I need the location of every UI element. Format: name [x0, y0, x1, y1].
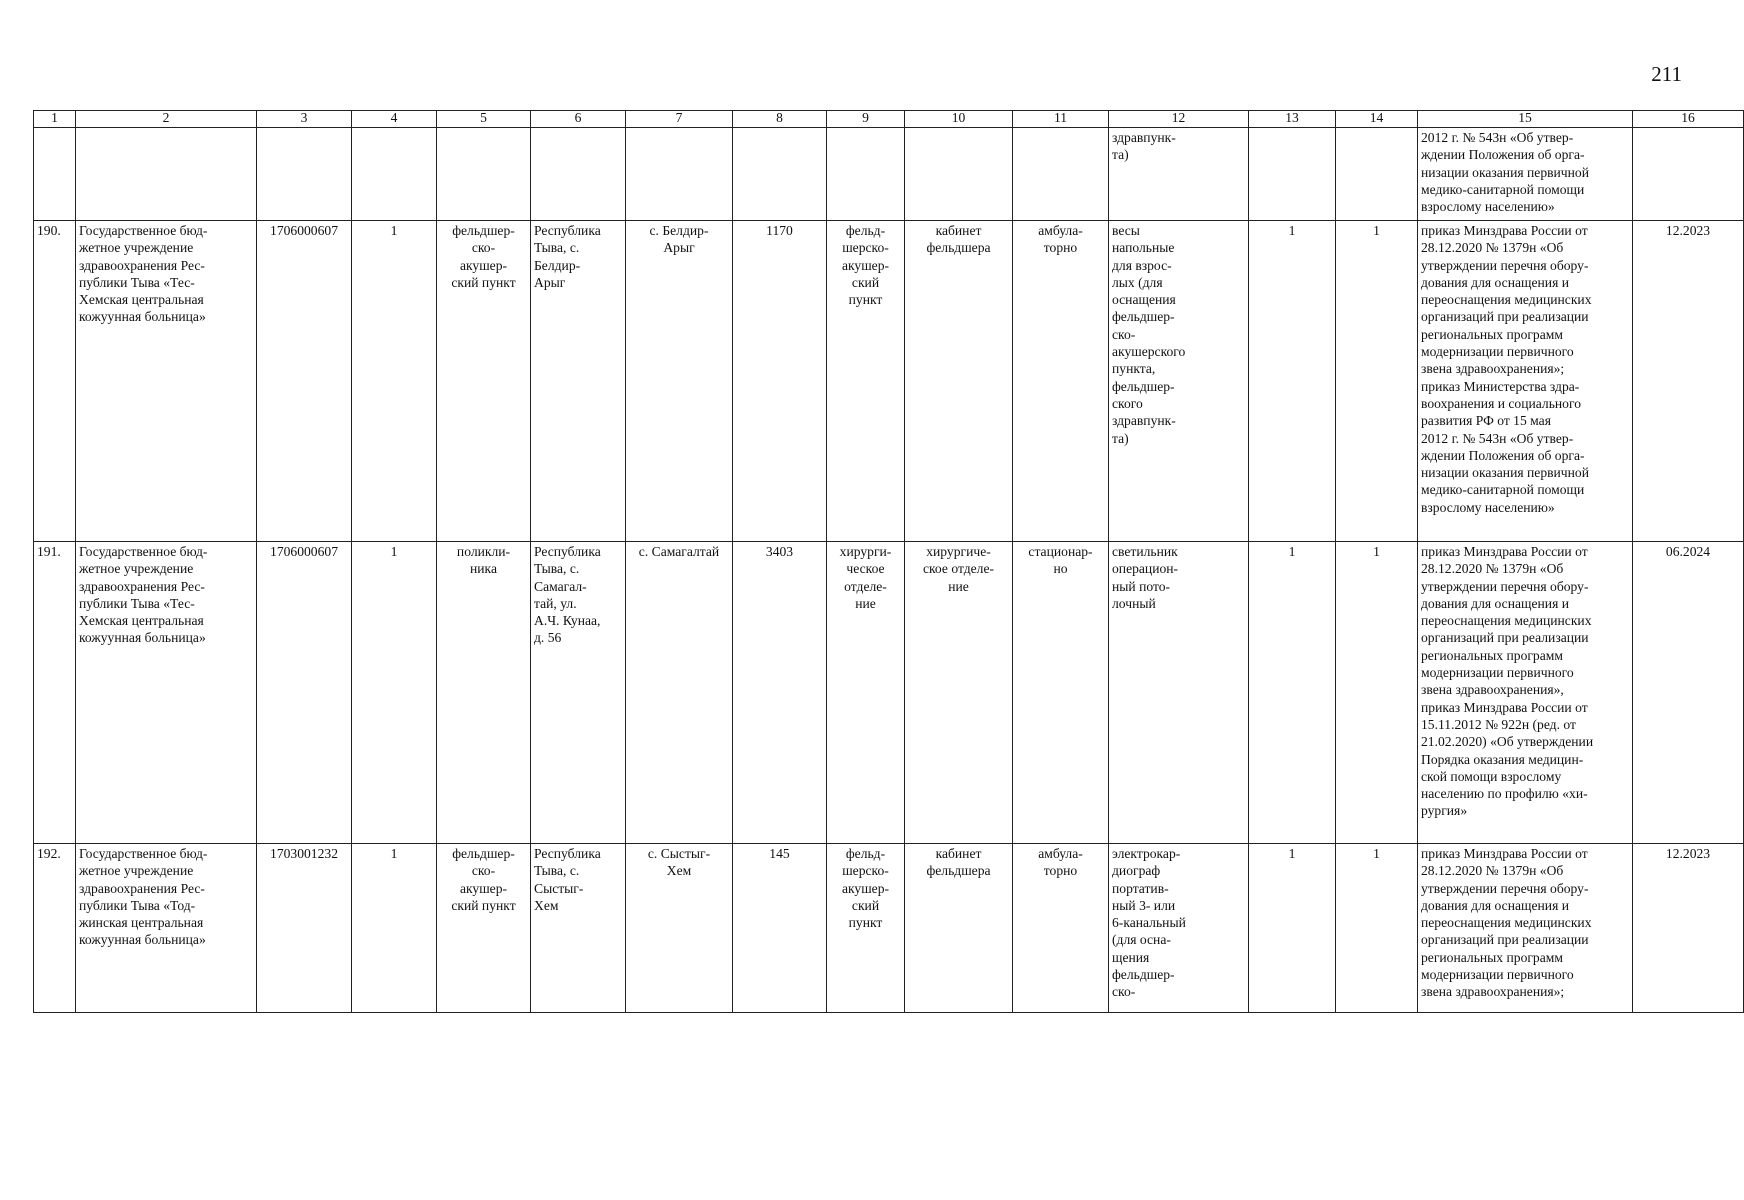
- facility-type: фельдшер- ско- акушер- ский пункт: [437, 221, 531, 542]
- organization-name: Государственное бюд- жетное учреждение здравоохранения Рес- публики Тыва «Тес- Хемская центральная кожуунная больница»: [76, 221, 257, 542]
- room: кабинет фельдшера: [905, 221, 1013, 542]
- room: кабинет фельдшера: [905, 844, 1013, 1013]
- quantity: 1: [352, 542, 437, 844]
- header-cell: 6: [531, 111, 626, 128]
- legal-basis: приказ Минздрава России от 28.12.2020 № 1379н «Об утверждении перечня обору- дования для оснащения и переоснащения медицинских организаций при реализации региональных программ модернизации первичного звена здравоохранения»;: [1418, 844, 1633, 1013]
- quantity: [352, 128, 437, 221]
- unit: фельд- шерско- акушер- ский пункт: [827, 844, 905, 1013]
- deadline: 12.2023: [1633, 844, 1744, 1013]
- address: Республика Тыва, с. Сыстыг- Хем: [531, 844, 626, 1013]
- column-13-value: 1: [1249, 844, 1336, 1013]
- row-number: [34, 128, 76, 221]
- unit: [827, 128, 905, 221]
- organization-code: [257, 128, 352, 221]
- unit: фельд- шерско- акушер- ский пункт: [827, 221, 905, 542]
- care-mode: амбула- торно: [1013, 844, 1109, 1013]
- table-row: [34, 542, 1744, 844]
- header-cell: 8: [733, 111, 827, 128]
- column-13-value: [1249, 128, 1336, 221]
- organization-name: Государственное бюд- жетное учреждение здравоохранения Рес- публики Тыва «Тод- жинская центральная кожуунная больница»: [76, 844, 257, 1013]
- header-cell: 14: [1336, 111, 1418, 128]
- equipment-name: здравпунк- та): [1109, 128, 1249, 221]
- column-14-value: 1: [1336, 844, 1418, 1013]
- population: 3403: [733, 542, 827, 844]
- row-number: 191.: [34, 542, 76, 844]
- organization-code: 1703001232: [257, 844, 352, 1013]
- population: [733, 128, 827, 221]
- address: [531, 128, 626, 221]
- equipment-name: весы напольные для взрос- лых (для оснащения фельдшер- ско- акушерского пункта, фельдшер- ского здравпунк- та): [1109, 221, 1249, 542]
- care-mode: амбула- торно: [1013, 221, 1109, 542]
- population: 145: [733, 844, 827, 1013]
- deadline: 06.2024: [1633, 542, 1744, 844]
- row-number: 192.: [34, 844, 76, 1013]
- table-row: [34, 221, 1744, 542]
- table-row: [34, 128, 1744, 221]
- address: Республика Тыва, с. Белдир- Арыг: [531, 221, 626, 542]
- care-mode: стационар- но: [1013, 542, 1109, 844]
- header-cell: 10: [905, 111, 1013, 128]
- organization-name: Государственное бюд- жетное учреждение здравоохранения Рес- публики Тыва «Тес- Хемская центральная кожуунная больница»: [76, 542, 257, 844]
- quantity: 1: [352, 844, 437, 1013]
- header-cell: 4: [352, 111, 437, 128]
- header-cell: 12: [1109, 111, 1249, 128]
- header-cell: 1: [34, 111, 76, 128]
- column-13-value: 1: [1249, 221, 1336, 542]
- quantity: 1: [352, 221, 437, 542]
- column-14-value: 1: [1336, 221, 1418, 542]
- organization-name: [76, 128, 257, 221]
- population: 1170: [733, 221, 827, 542]
- page-number: 211: [1651, 62, 1682, 86]
- locality: [626, 128, 733, 221]
- legal-basis: 2012 г. № 543н «Об утвер- ждении Положения об орга- низации оказания первичной медико-санитарной помощи взрослому населению»: [1418, 128, 1633, 221]
- locality: с. Сыстыг- Хем: [626, 844, 733, 1013]
- header-cell: 5: [437, 111, 531, 128]
- header-cell: 2: [76, 111, 257, 128]
- equipment-table: [33, 110, 1744, 1013]
- care-mode: [1013, 128, 1109, 221]
- unit: хирурги- ческое отделе- ние: [827, 542, 905, 844]
- header-cell: 13: [1249, 111, 1336, 128]
- legal-basis: приказ Минздрава России от 28.12.2020 № 1379н «Об утверждении перечня обору- дования для оснащения и переоснащения медицинских организаций при реализации региональных программ модернизации первичного звена здравоохранения»; приказ Министерства здра- воохранения и социального развития РФ от 15 мая 2012 г. № 543н «Об утвер- ждении Положения об орга- низации оказания первичной медико-санитарной помощи взрослому населению»: [1418, 221, 1633, 542]
- facility-type: фельдшер- ско- акушер- ский пункт: [437, 844, 531, 1013]
- row-number: 190.: [34, 221, 76, 542]
- equipment-name: светильник операцион- ный пото- лочный: [1109, 542, 1249, 844]
- organization-code: 1706000607: [257, 542, 352, 844]
- header-cell: 9: [827, 111, 905, 128]
- locality: с. Белдир- Арыг: [626, 221, 733, 542]
- header-cell: 15: [1418, 111, 1633, 128]
- address: Республика Тыва, с. Самагал- тай, ул. А.Ч. Кунаа, д. 56: [531, 542, 626, 844]
- header-cell: 3: [257, 111, 352, 128]
- equipment-name: электрокар- диограф портатив- ный 3- или 6-канальный (для осна- щения фельдшер- ско-: [1109, 844, 1249, 1013]
- facility-type: поликли- ника: [437, 542, 531, 844]
- column-13-value: 1: [1249, 542, 1336, 844]
- deadline: 12.2023: [1633, 221, 1744, 542]
- facility-type: [437, 128, 531, 221]
- room: [905, 128, 1013, 221]
- deadline: [1633, 128, 1744, 221]
- room: хирургиче- ское отделе- ние: [905, 542, 1013, 844]
- header-row: [34, 111, 1744, 128]
- header-cell: 16: [1633, 111, 1744, 128]
- table-row: [34, 844, 1744, 1013]
- legal-basis: приказ Минздрава России от 28.12.2020 № 1379н «Об утверждении перечня обору- дования для оснащения и переоснащения медицинских организаций при реализации региональных программ модернизации первичного звена здравоохранения», приказ Минздрава России от 15.11.2012 № 922н (ред. от 21.02.2020) «Об утверждении Порядка оказания медицин- ской помощи взрослому населению по профилю «хи- рургия»: [1418, 542, 1633, 844]
- header-cell: 7: [626, 111, 733, 128]
- header-cell: 11: [1013, 111, 1109, 128]
- organization-code: 1706000607: [257, 221, 352, 542]
- locality: с. Самагалтай: [626, 542, 733, 844]
- column-14-value: 1: [1336, 542, 1418, 844]
- column-14-value: [1336, 128, 1418, 221]
